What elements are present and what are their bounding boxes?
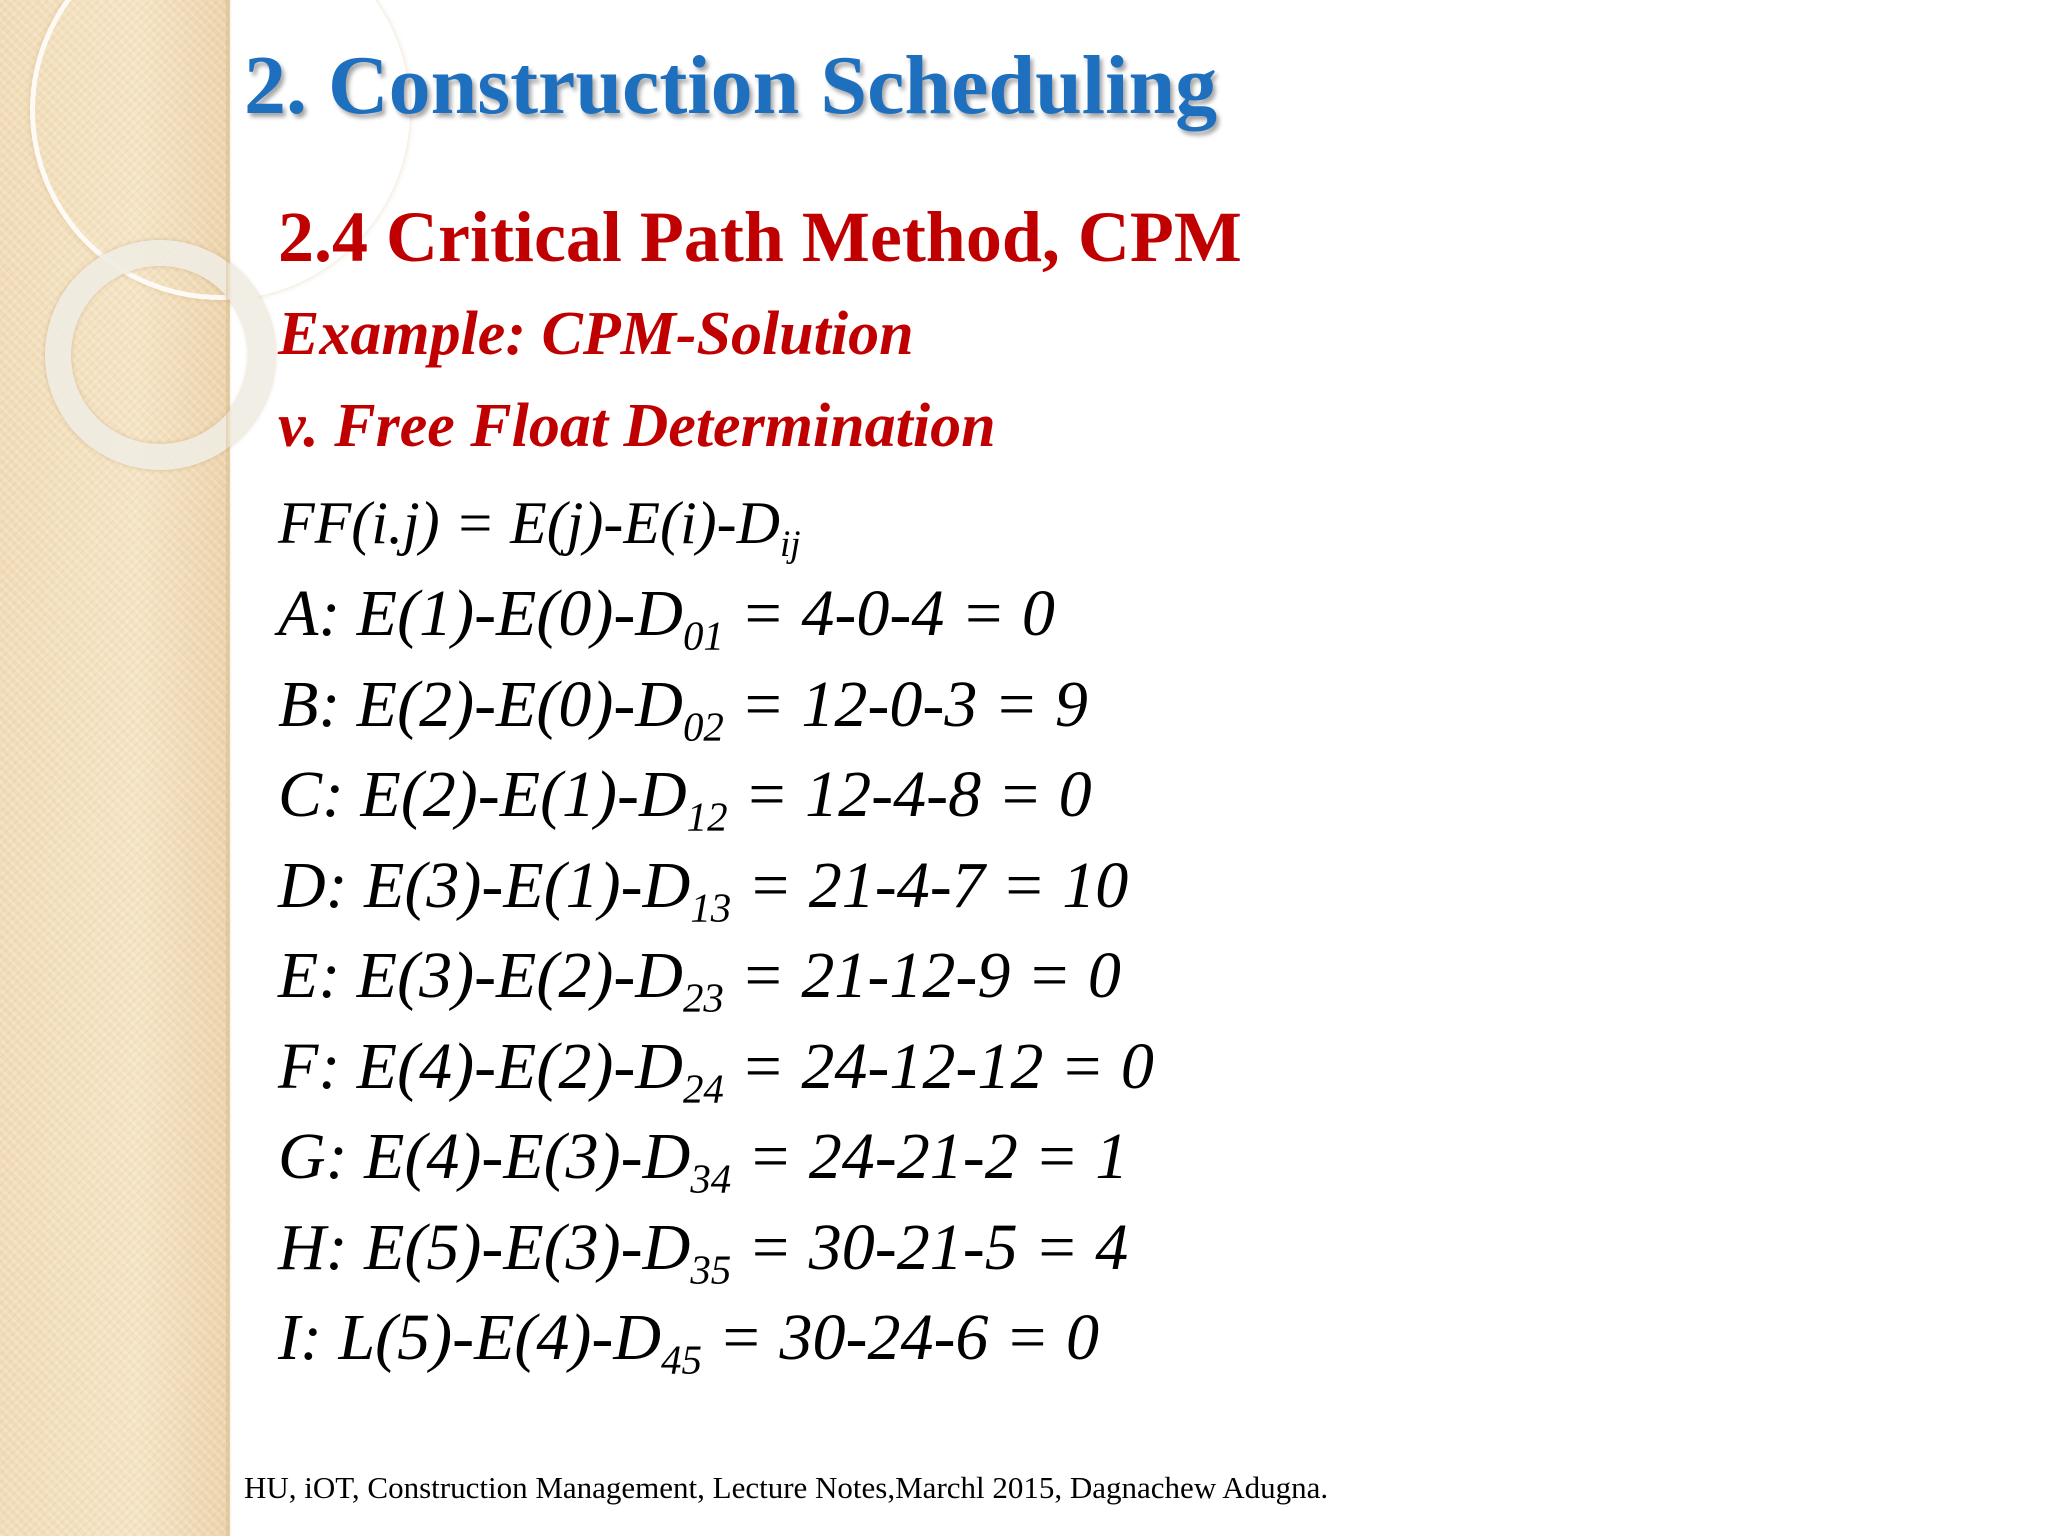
step-heading: v. Free Float Determination	[278, 392, 996, 460]
slide-footer: HU, iOT, Construction Management, Lecture Notes,Marchl 2015, Dagnachew Adugna.	[244, 1470, 1329, 1505]
calc-expression: A: E(1)-E(0)-D	[278, 577, 683, 650]
calc-row-h	[278, 1212, 1154, 1303]
calc-subscript: 01	[682, 613, 724, 659]
slide-title: 2. Construction Scheduling	[244, 39, 1218, 132]
calc-result: = 21-4-7 = 10	[731, 848, 1129, 922]
calc-subscript: 12	[686, 794, 728, 840]
calc-subscript: 45	[661, 1337, 702, 1383]
calc-result: = 12-0-3 = 9	[723, 667, 1088, 741]
calc-row-e	[278, 940, 1154, 1031]
calc-expression: C: E(2)-E(1)-D	[278, 758, 687, 831]
calc-result: = 12-4-8 = 0	[727, 758, 1092, 831]
calc-row-f	[278, 1031, 1154, 1122]
sidebar-edge	[226, 0, 232, 1536]
free-float-calculations	[278, 578, 1154, 1393]
calc-row-c	[278, 759, 1154, 850]
calc-result: = 24-21-2 = 1	[731, 1120, 1129, 1193]
calc-expression: F: E(4)-E(2)-D	[278, 1029, 683, 1103]
calc-result: = 24-12-12 = 0	[723, 1029, 1154, 1103]
calc-expression: H: E(5)-E(3)-D	[278, 1210, 691, 1284]
formula-subscript: ij	[779, 524, 801, 566]
calc-expression: D: E(3)-E(1)-D	[278, 848, 691, 922]
decorative-ring-small	[45, 240, 275, 470]
calc-subscript: 24	[682, 1065, 724, 1111]
calc-row-d	[278, 850, 1154, 941]
calc-expression: I: L(5)-E(4)-D	[278, 1301, 662, 1374]
calc-result: = 30-21-5 = 4	[731, 1210, 1129, 1284]
example-heading: Example: CPM-Solution	[278, 300, 914, 368]
calc-result: = 4-0-4 = 0	[723, 577, 1055, 650]
calc-subscript: 34	[690, 1156, 732, 1202]
calc-row-g	[278, 1121, 1154, 1212]
calc-expression: E: E(3)-E(2)-D	[278, 939, 683, 1012]
calc-expression: B: E(2)-E(0)-D	[278, 667, 683, 741]
calc-row-a	[278, 578, 1154, 669]
calc-subscript: 23	[682, 975, 724, 1021]
calc-subscript: 02	[682, 703, 724, 749]
calc-expression: G: E(4)-E(3)-D	[278, 1120, 691, 1193]
calc-row-b	[278, 669, 1154, 760]
free-float-formula	[278, 490, 801, 566]
section-heading: 2.4 Critical Path Method, CPM	[278, 197, 1242, 277]
calc-row-i	[278, 1302, 1154, 1393]
decorative-sidebar	[0, 0, 230, 1536]
calc-result: = 21-12-9 = 0	[723, 939, 1121, 1012]
formula-lhs: FF(i.j) = E(j)-E(i)-D	[278, 490, 780, 556]
calc-result: = 30-24-6 = 0	[701, 1301, 1099, 1374]
calc-subscript: 13	[690, 884, 732, 930]
calc-subscript: 35	[690, 1246, 732, 1292]
